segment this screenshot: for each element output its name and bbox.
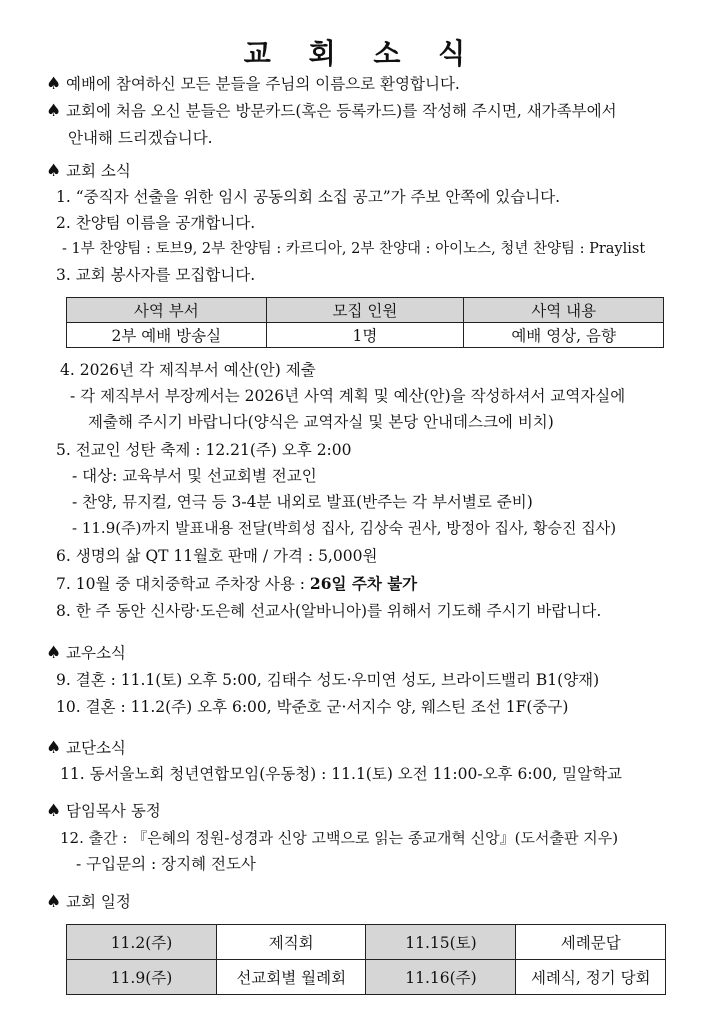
schedule-event-cell: 선교회별 월례회 [216,960,365,995]
intro-line-3: 안내해 드리겠습니다. [68,129,213,147]
table-row [67,960,666,995]
section-heading-pastor-news: ♠ 담임목사 동정 [46,801,161,821]
member-item-10: 10. 결혼 : 11.2(주) 오후 6:00, 박준호 군·서지수 양, 웨스틴 조선 1F(중구) [56,698,569,716]
news-item-5-sub-2: - 찬양, 뮤지컬, 연극 등 3-4분 내외로 발표(반주는 각 부서별로 준비) [72,493,533,511]
parking-notice-bold: 26일 주차 불가 [309,574,418,593]
section-heading-member-news: ♠ 교우소식 [46,643,126,663]
table-cell: 예배 영상, 음향 [464,323,664,348]
table-row [67,925,666,960]
news-item-5: 5. 전교인 성탄 축제 : 12.21(주) 오후 2:00 [56,441,352,459]
news-item-4-sub-2: 제출해 주시기 바랍니다(양식은 교역자실 및 본당 안내데스크에 비치) [88,413,554,431]
section-heading-church-news: ♠ 교회 소식 [46,161,131,181]
news-item-5-sub-3: - 11.9(주)까지 발표내용 전달(박희성 집사, 김상숙 권사, 방정아 집사, 황승진 집사) [72,519,617,537]
volunteer-table [66,297,664,348]
denomination-item-11: 11. 동서울노회 청년연합모임(우동청) : 11.1(토) 오전 11:00-오후 6:00, 밀알학교 [60,765,623,783]
news-item-3: 3. 교회 봉사자를 모집합니다. [56,266,256,284]
spade-icon: ♠ [46,161,62,181]
news-item-2-sub: - 1부 찬양팀 : 토브9, 2부 찬양팀 : 카르디아, 2부 찬양대 : 아이노스, 청년 찬양팀 : Praylist [62,241,646,257]
schedule-date-cell: 11.16(주) [366,960,516,995]
spade-icon: ♠ [46,892,62,912]
table-cell: 1명 [266,323,464,348]
spade-icon: ♠ [46,801,62,821]
table-cell: 2부 예배 방송실 [67,323,267,348]
table-header-row [67,298,664,323]
schedule-date-cell: 11.9(주) [67,960,217,995]
news-item-2: 2. 찬양팀 이름을 공개합니다. [56,214,256,232]
spade-icon: ♠ [46,643,62,663]
section-heading-denomination-news: ♠ 교단소식 [46,738,126,758]
intro-line-1: ♠ 예배에 참여하신 모든 분들을 주님의 이름으로 환영합니다. [46,74,460,94]
spade-icon: ♠ [46,738,62,758]
schedule-event-cell: 제직회 [216,925,365,960]
intro-line-2: ♠ 교회에 처음 오신 분들은 방문카드(혹은 등록카드)를 작성해 주시면, 새가족부에서 [46,101,617,121]
table-header-cell: 사역 내용 [464,298,664,323]
news-item-4-sub-1: - 각 제직부서 부장께서는 2026년 사역 계획 및 예산(안)을 작성하셔서 교역자실에 [70,387,626,405]
news-item-7: 7. 10월 중 대치중학교 주차장 사용 : 26일 주차 불가 [56,574,418,593]
pastor-item-12: 12. 출간 : 『은혜의 정원-성경과 신앙 고백으로 읽는 종교개혁 신앙』(도서출판 지우) [60,829,619,847]
schedule-event-cell: 세례문답 [516,925,666,960]
table-row [67,323,664,348]
schedule-event-cell: 세례식, 정기 당회 [516,960,666,995]
news-item-1: 1. “중직자 선출을 위한 임시 공동의회 소집 공고”가 주보 안쪽에 있습니다. [56,188,561,206]
section-heading-schedule: ♠ 교회 일정 [46,892,131,912]
spade-icon: ♠ [46,74,62,94]
schedule-date-cell: 11.15(토) [366,925,516,960]
news-item-5-sub-1: - 대상: 교육부서 및 선교회별 전교인 [72,467,317,485]
news-item-6: 6. 생명의 삶 QT 11월호 판매 / 가격 : 5,000원 [56,547,378,565]
table-header-cell: 사역 부서 [67,298,267,323]
page-title: 교 회 소 식 [243,37,480,70]
pastor-item-12-sub: - 구입문의 : 장지혜 전도사 [76,855,256,873]
table-header-cell: 모집 인원 [266,298,464,323]
news-item-4: 4. 2026년 각 제직부서 예산(안) 제출 [60,361,316,379]
schedule-table [66,924,666,995]
member-item-9: 9. 결혼 : 11.1(토) 오후 5:00, 김태수 성도·우미연 성도, 브라이드밸리 B1(양재) [56,671,600,689]
news-item-8: 8. 한 주 동안 신사랑·도은혜 선교사(알바니아)를 위해서 기도해 주시기 바랍니다. [56,602,602,620]
spade-icon: ♠ [46,101,62,121]
schedule-date-cell: 11.2(주) [67,925,217,960]
